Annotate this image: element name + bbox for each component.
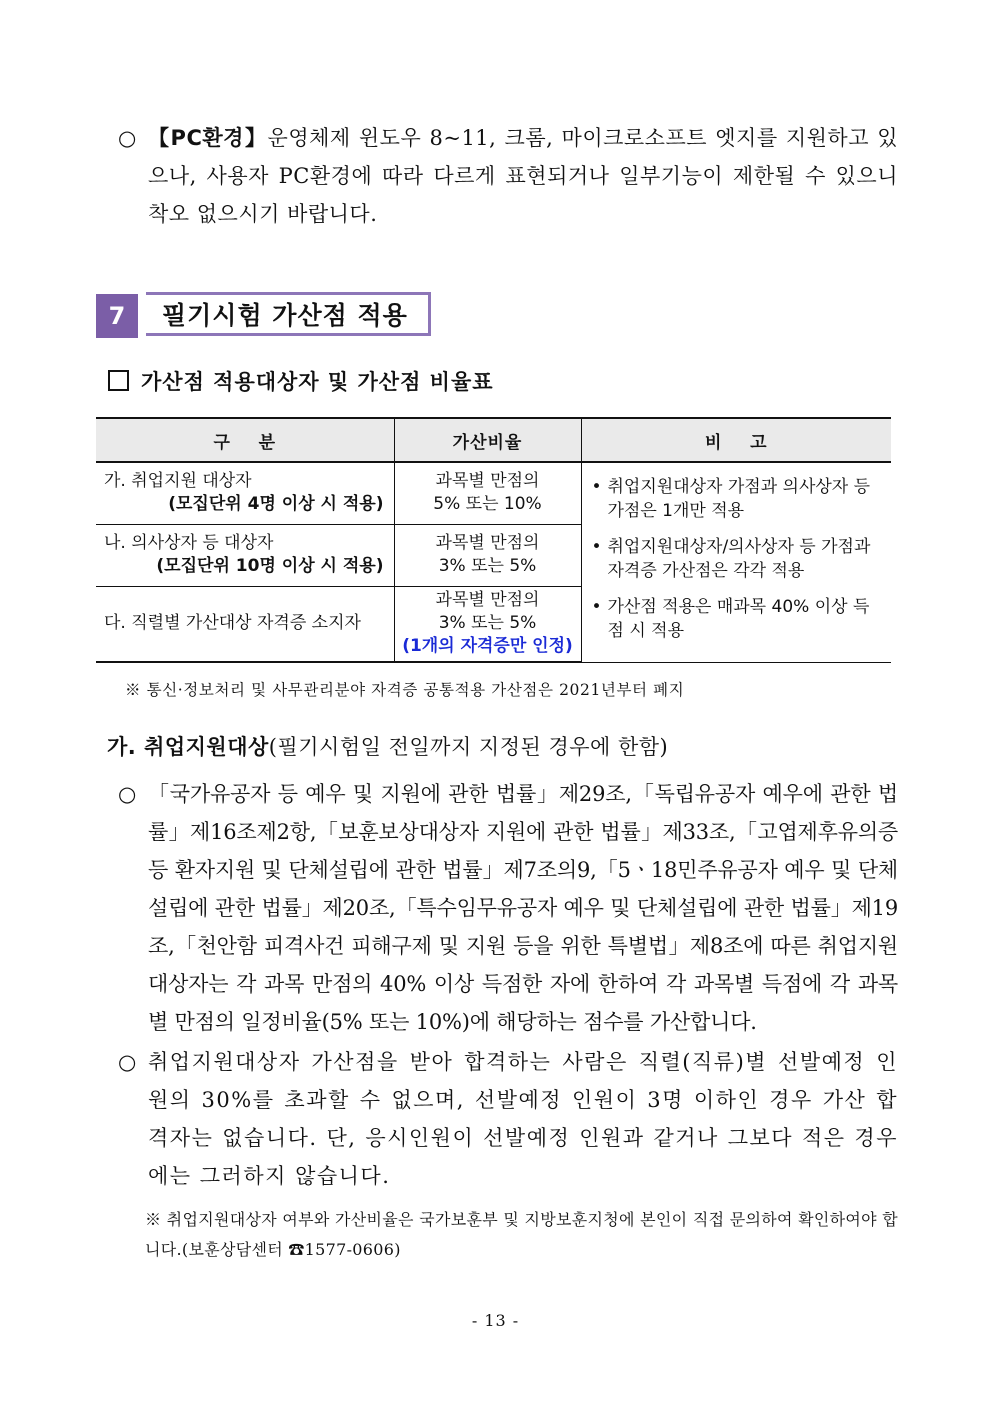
subheading-text: 가산점 적용대상자 및 가산점 비율표 [141,370,494,394]
bullet-text: 「국가유공자 등 예우 및 지원에 관한 법률」제29조,「독립유공자 예우에 관한 법률」제16조제2항,「보훈보상대상자 지원에 관한 법률」제33조,「고엽제후유의증 등 환자지원 및 단체설립에 관한 법률」제7조의9,「5ㆍ18민주유공자 예우 및 단체설립에 관한 법률」제20조,「특수임무유공자 예우 및 단체설립에 관한 법률」제19조,「천안함 피격사건 피해구제 및 지원 등을 위한 특별법」제8조에 따른 취업지원대상자는 각 과목 만점의 40% 이상 득점한 자에 한하여 각 과목별 득점에 각 과목별 만점의 일정비율(5% 또는 10%)에 해당하는 점수를 가산합니다. [148,782,898,1034]
bullet-text: 취업지원대상자 가산점을 받아 합격하는 사람은 직렬(직류)별 선발예정 인원의 30%를 초과할 수 없으며, 선발예정 인원이 3명 이하인 경우 가산 합격자는 없습니다. 단, 응시인원이 선발예정 인원과 같거나 그보다 적은 경우에는 그러하지 않습니다. [148,1050,898,1188]
remark-item: • 취업지원대상자/의사상자 등 가점과 자격증 가산점은 각각 적용 [592,535,884,583]
bullet-circle: ○ [118,782,137,806]
checkbox-square-icon [108,370,129,391]
row-category: 나. 의사상자 등 대상자 [104,533,274,553]
row-category-cell [96,586,394,662]
remarks-cell [581,462,891,662]
row-condition: (모집단위 10명 이상 시 적용) [156,556,384,576]
row-category-cell [96,524,394,586]
subheading [108,366,494,396]
row-rate-cell [394,586,581,662]
pc-environment-label: 【PC환경】 [148,126,268,150]
row-category: 다. 직렬별 가산대상 자격증 소지자 [104,613,361,634]
subsection-a-title: 가. 취업지원대상 [107,735,269,759]
pc-environment-paragraph [118,119,898,233]
row-rate-cell [394,462,581,524]
table-footnote: ※ 통신·정보처리 및 사무관리분야 자격증 공통적용 가산점은 2021년부터 폐지 [125,681,685,699]
rate-value: 5% 또는 10% [433,494,542,515]
rate-line: 과목별 만점의 [435,533,540,553]
header-rate: 가산비율 [394,418,581,462]
rate-line: 과목별 만점의 [435,471,540,492]
header-category: 구 분 [96,418,394,462]
pc-environment-text: 운영체제 윈도우 8~11, 크롬, 마이크로소프트 엣지를 지원하고 있으나, 사용자 PC환경에 따라 다르게 표현되거나 일부기능이 제한될 수 있으니 착오 없으시기 바랍니다. [148,126,898,226]
rate-value: 3% 또는 5% [438,556,537,576]
subsection-a-bullet-1 [118,775,898,1041]
subsection-a-note: ※ 취업지원대상자 여부와 가산비율은 국가보훈부 및 지방보훈지청에 본인이 직접 문의하여 확인하여야 합니다.(보훈상담센터 ☎1577-0606) [145,1210,899,1259]
subsection-a-qualifier: (필기시험일 전일까지 지정된 경우에 한함) [268,735,669,759]
subsection-a-heading [107,731,668,761]
rate-note: (1개의 자격증만 인정) [402,636,573,657]
rate-line: 과목별 만점의 [435,590,540,611]
header-remarks: 비 고 [581,418,891,462]
remark-item: • 가산점 적용은 매과목 40% 이상 득점 시 적용 [592,595,884,643]
row-category: 가. 취업지원 대상자 [104,471,252,492]
bullet-circle: ○ [118,126,137,150]
bullet-circle: ○ [118,1050,138,1074]
section-title: 필기시험 가산점 적용 [146,292,431,336]
subsection-a-bullet-2 [118,1043,898,1195]
row-condition: (모집단위 4명 이상 시 적용) [168,494,384,515]
table-header-row [96,418,891,462]
section-number: 7 [96,294,138,338]
rate-value: 3% 또는 5% [438,613,537,634]
remark-item: • 취업지원대상자 가점과 의사상자 등 가점은 1개만 적용 [592,475,884,523]
table-row [96,462,891,524]
row-rate-cell [394,524,581,586]
row-category-cell [96,462,394,524]
page-number: - 13 - [471,1311,520,1330]
bonus-rate-table [96,417,891,663]
